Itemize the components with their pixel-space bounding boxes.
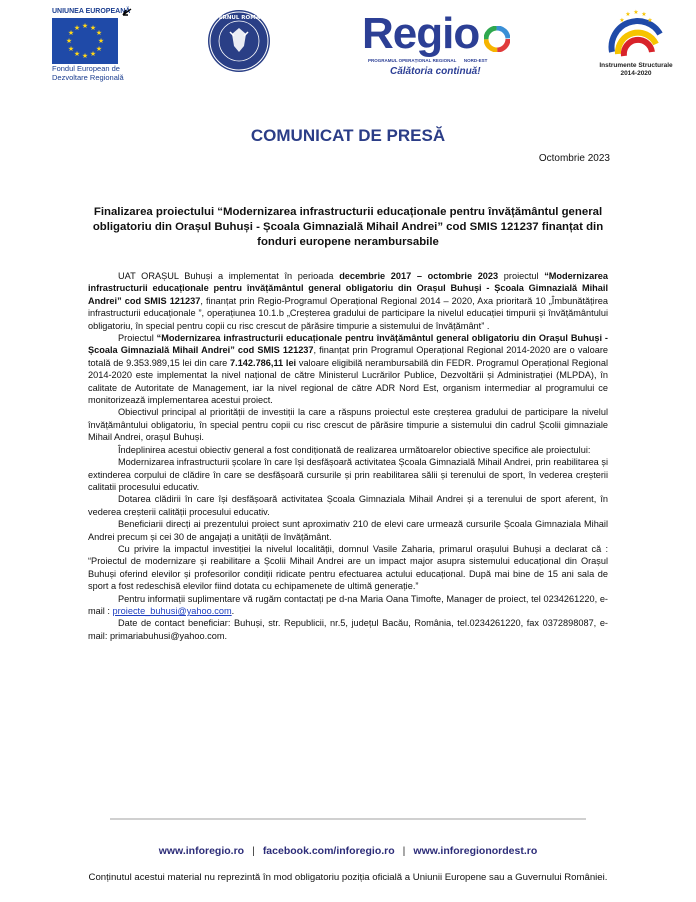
svg-text:★: ★ [97,37,105,45]
svg-text:★: ★ [81,52,89,60]
footer-links [0,845,696,857]
paragraph: Beneficiarii direcți ai prezentului proiect sunt aproximativ 210 de elevi care urmează cursurile Școala Gimnaziala Mihail Andrei precum și cei 30 de angajați a unității de învățământ. [88,519,608,542]
government-seal-icon [208,10,270,72]
structural-instruments-label: Instrumente Structurale 2014-2020 [599,62,673,77]
svg-text:★: ★ [73,24,81,32]
footer-link-facebook[interactable]: facebook.com/inforegio.ro [262,845,395,857]
paragraph: Proiectul “Modernizarea infrastructurii educaționale pentru învățământul general obligatoriu din Orașul Buhuși - Școala Gimnazială Mihail Andrei” cod SMIS 121237, finanțat prin Programul Operațional Regional 2014-2020 are o valoare totală de 9.353.989,15 lei din care 7.142.786,11 lei valoare eligibilă nerambursabilă din FEDR. Programul Operațional Regional 2014-2020 este implementat la nivel național de către Ministerul Lucrărilor Publice, Dezvoltării și Administrației (MLPDA), în calitate de Autoritate de Management, iar la nivel regional de către ADR Nord Est, organism intermediar al programului ce monitorizează implementarea acestui proiect. [88,333,609,406]
eu-logo [52,8,132,82]
paragraph: Îndeplinirea acestui obiectiv general a fost condiționată de realizarea următoarelor obiective specifice ale proiectului: [118,444,591,455]
svg-text:★: ★ [641,11,647,18]
project-email-link[interactable]: proiecte_buhusi@yahoo.com [112,605,232,616]
body-text [88,270,608,642]
footer-link-inforegionordest[interactable]: www.inforegionordest.ro [413,845,538,857]
paragraph: Obiectivul principal al priorității de investiții la care a răspuns proiectul este creșterea gradului de participare la nivelul învățământului obligatoriu, în special pentru copii cu risc crescut de părăsire timpurie a sistemului din cadrul Școlii gimnaziale Mihail Andrei, orașul Buhuși. [88,407,608,443]
footer-separator: | [252,845,255,857]
paragraph: Cu privire la impactul investiției la nivelul localității, domnul Vasile Zaharia, primarul orașului Buhuși a declarat că : “Proiectul de modernizare și reabilitare a Școlii Mihail Andrei are un impact major asupra sistemului educațional din Orașul Buhuși oferind elevilor și profesorilor condiții ridicate pentru efectuarea actului educațional. După mai bine de 15 ani sala de sport a fost redeschisă elevilor fiind dotata cu echipamenete de ultimă generație.” [88,543,608,592]
footer-separator: | [402,845,406,857]
svg-text:★: ★ [89,24,97,32]
regio-motto: Călătoria continuă! [390,66,481,77]
svg-text:★: ★ [81,22,89,30]
eu-label: UNIUNEA EUROPEANĂ [52,8,131,15]
svg-text:★: ★ [619,17,625,24]
paragraph: Date de contact beneficiar: Buhuși, str. Republicii, nr.5, județul Bacău, România, tel.0234261220, fax 0372898087, e-mail: primariabuhusi@yahoo.com. [88,618,608,641]
arrow-icon [120,8,132,18]
page-title: COMUNICAT DE PRESĂ [250,126,446,145]
structural-instruments-logo [598,6,674,78]
regio-word: Regio [362,9,480,58]
headline: Finalizarea proiectului “Modernizarea infrastructurii educaționale pentru învățământul general obligatoriu din Orașul Buhuși - Școala Gimnazială Mihail Andrei” cod SMIS 121237 finanțat din fonduri europene nerambursabile [92,206,604,248]
footer-link-inforegio[interactable]: www.inforegio.ro [158,845,245,857]
eu-fund-label: Fondul European de Dezvoltare Regională [52,64,124,82]
regio-program-label: PROGRAMUL OPERAȚIONAL REGIONAL NORD-EST [368,58,488,63]
disclaimer: Conținutul acestui material nu reprezintă în mod obligatoriu poziția oficială a Uniunii Europene sau a Guvernului României. [88,872,608,883]
svg-text:★: ★ [67,29,75,37]
structural-instruments-icon [598,6,674,60]
svg-text:★: ★ [67,45,75,53]
paragraph: Pentru informații suplimentare vă rugăm contactați pe d-na Maria Oana Timofte, Manager de proiect, tel 0234261220, e-mail : proiecte_buhusi@yahoo.com. [88,593,608,616]
svg-text:★: ★ [95,45,103,53]
svg-text:★: ★ [625,11,631,18]
svg-text:★: ★ [73,50,81,58]
regio-logo [362,10,512,80]
eu-flag-icon [52,18,118,64]
svg-text:★: ★ [633,9,639,16]
paragraph: Dotarea clădirii în care își desfășoară activitatea Școala Gimnaziala Mihail Andrei și a terenului de sport aferent, în vederea creșterii calității procesului educativ. [88,494,608,517]
paragraph: Modernizarea infrastructurii școlare în care își desfășoară activitatea Școala Gimnazială Mihail Andrei, prin reabilitarea și extinderea corpului de clădire în care se desfășoară cursurile și prin reabilitarea sălii și terenului de sport, în vederea creșterii calitatii procesului educativ. [88,457,608,492]
svg-text:★: ★ [65,37,73,45]
date: Octombrie 2023 [538,153,610,164]
svg-text:★: ★ [89,50,97,58]
regio-swirl-icon [484,26,510,52]
footer-divider [110,818,586,820]
svg-text:★: ★ [647,17,653,24]
gov-text: GUVERNUL ROMÂNIEI [208,15,270,21]
svg-text:★: ★ [95,29,103,37]
paragraph: UAT ORAȘUL Buhuși a implementat în perioada decembrie 2017 – octombrie 2023 proiectul “Modernizarea infrastructurii educaționale pentru învățământul general obligatoriu din Orașul Buhuși - Școala Gimnazială Mihail Andrei” cod SMIS 121237, finanțat prin Regio-Programul Operațional Regional 2014 – 2020, Axa prioritară 10 „Îmbunătățirea infrastructurii educaționale ”, operațiunea 10.1.b „Creșterea gradului de participare la nivelul educației timpurii și învățământului obligatoriu, în special pentru copii cu risc crescut de părăsire timpurie a sistemului de învățământ” . [88,271,609,331]
